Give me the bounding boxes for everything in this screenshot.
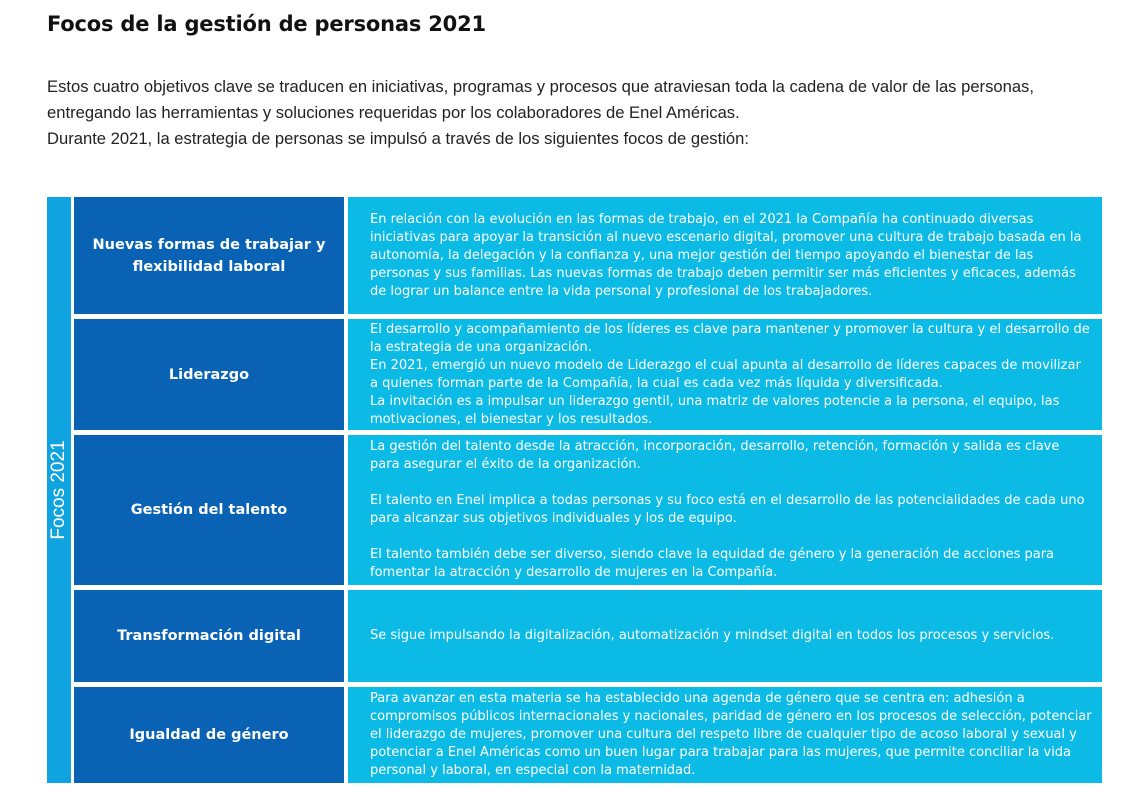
row-title: Gestión del talento: [74, 435, 344, 585]
row-title: Liderazgo: [74, 319, 344, 430]
focus-table: [47, 197, 1102, 783]
row-paragraph: El talento en Enel implica a todas personas y su foco está en el desarrollo de las potencialidades de cada uno para alcanzar sus objetivos individuales y los de equipo.: [370, 493, 1085, 526]
row-paragraph: Para avanzar en esta materia se ha establecido una agenda de género que se centra en: adhesión a compromisos públicos internacionales y nacionales, paridad de género en los procesos de selección, potenciar el liderazgo de mujeres, promover una cultura del respeto libre de cualquier tipo de acoso laboral y sexual y potenciar a Enel Américas como un buen lugar para trabajar para las mujeres, que permite conciliar la vida personal y laboral, en especial con la maternidad.: [370, 691, 1092, 778]
focus-row-work-flexibility: [74, 197, 1102, 314]
intro-paragraph-2: Durante 2021, la estrategia de personas se impulsó a través de los siguientes focos de gestión:: [47, 129, 749, 148]
row-title: Transformación digital: [74, 590, 344, 682]
focus-row-digital: [74, 590, 1102, 682]
intro-paragraph-1: Estos cuatro objetivos clave se traducen en iniciativas, programas y procesos que atraviesan toda la cadena de valor de las personas, entregando las herramientas y soluciones requeridas por los colaboradores de Enel Américas.: [47, 77, 1034, 122]
row-paragraph: La invitación es a impulsar un liderazgo gentil, una matriz de valores potencie a la persona, el equipo, las motivaciones, el bienestar y los resultados.: [370, 393, 1060, 427]
page-title: Focos de la gestión de personas 2021: [47, 12, 486, 36]
focus-row-gender-equality: [74, 687, 1102, 783]
side-band: [47, 197, 71, 783]
row-paragraph: El desarrollo y acompañamiento de los líderes es clave para mantener y promover la cultura y el desarrollo de la estrategia de una organización.: [370, 321, 1090, 355]
row-description: [348, 435, 1102, 585]
row-description: [348, 590, 1102, 682]
row-paragraph: En 2021, emergió un nuevo modelo de Liderazgo el cual apunta al desarrollo de líderes capaces de movilizar a quienes forman parte de la Compañía, la cual es cada vez más líquida y diversificada.: [370, 357, 1081, 391]
row-paragraph: En relación con la evolución en las formas de trabajo, en el 2021 la Compañía ha continuado diversas iniciativas para apoyar la transición al nuevo escenario digital, promover una cultura de trabajo basada en la autonomía, la delegación y la confianza y, una mejor gestión del tiempo apoyando el bienestar de las personas y sus familias. Las nuevas formas de trabajo deben permitir ser más eficientes y eficaces, además de lograr un balance entre la vida personal y profesional de los trabajadores.: [370, 211, 1082, 299]
intro-text: [47, 74, 1117, 152]
row-title: Igualdad de género: [74, 687, 344, 783]
row-title: Nuevas formas de trabajar y flexibilidad laboral: [74, 197, 344, 314]
row-paragraph: La gestión del talento desde la atracción, incorporación, desarrollo, retención, formación y salida es clave para asegurar el éxito de la organización.: [370, 439, 1060, 472]
row-description: [348, 687, 1102, 783]
row-paragraph: El talento también debe ser diverso, siendo clave la equidad de género y la generación de acciones para fomentar la atracción y desarrollo de mujeres en la Compañía.: [370, 547, 1055, 580]
side-label: Focos 2021: [48, 440, 69, 540]
row-description: [348, 197, 1102, 314]
row-paragraph: Se sigue impulsando la digitalización, automatización y mindset digital en todos los procesos y servicios.: [370, 628, 1055, 643]
row-description: [348, 319, 1102, 430]
focus-row-leadership: [74, 319, 1102, 430]
focus-row-talent: [74, 435, 1102, 585]
